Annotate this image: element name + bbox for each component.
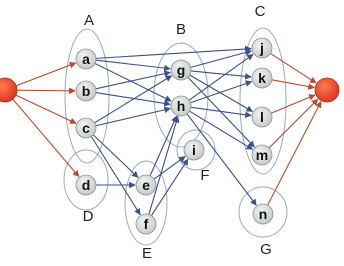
edge-source-b xyxy=(17,90,75,91)
edge-source-d xyxy=(13,99,79,176)
group-label-f: F xyxy=(200,167,210,184)
edge-b-h xyxy=(96,93,170,105)
node-label-d: d xyxy=(81,177,91,193)
group-label-c: C xyxy=(254,3,266,20)
node-label-n: n xyxy=(258,206,268,222)
node-label-m: m xyxy=(255,147,269,163)
node-label-c: c xyxy=(82,120,90,136)
group-label-g: G xyxy=(260,241,272,258)
edge-j-sink xyxy=(270,53,316,83)
node-label-b: b xyxy=(81,83,91,99)
node-label-k: k xyxy=(258,70,266,86)
node-label-g: g xyxy=(176,62,186,78)
node-label-l: l xyxy=(260,109,264,125)
edge-g-m xyxy=(188,77,255,147)
edge-m-sink xyxy=(269,99,318,148)
edge-g-j xyxy=(191,51,252,67)
edge-h-l xyxy=(191,107,251,115)
edge-n-sink xyxy=(268,102,321,206)
node-label-e: e xyxy=(142,177,150,193)
edge-k-sink xyxy=(272,80,314,88)
edge-c-f xyxy=(91,136,140,214)
edge-c-h xyxy=(96,108,171,125)
source-terminal-node xyxy=(0,78,17,102)
edge-source-a xyxy=(16,63,76,86)
edge-l-sink xyxy=(271,95,315,113)
group-label-a: A xyxy=(83,12,95,29)
node-label-i: i xyxy=(192,142,196,158)
edge-b-g xyxy=(96,72,170,88)
group-label-d: D xyxy=(82,208,94,225)
edge-e-i xyxy=(154,156,185,179)
group-label-e: E xyxy=(141,245,153,262)
node-label-a: a xyxy=(82,51,90,67)
node-label-f: f xyxy=(143,216,149,232)
node-label-j: j xyxy=(260,40,264,56)
sink-terminal-node xyxy=(315,78,339,102)
edge-source-c xyxy=(16,95,76,123)
edge-a-h xyxy=(95,63,171,101)
node-label-h: h xyxy=(176,98,186,114)
group-label-b: B xyxy=(175,21,187,38)
